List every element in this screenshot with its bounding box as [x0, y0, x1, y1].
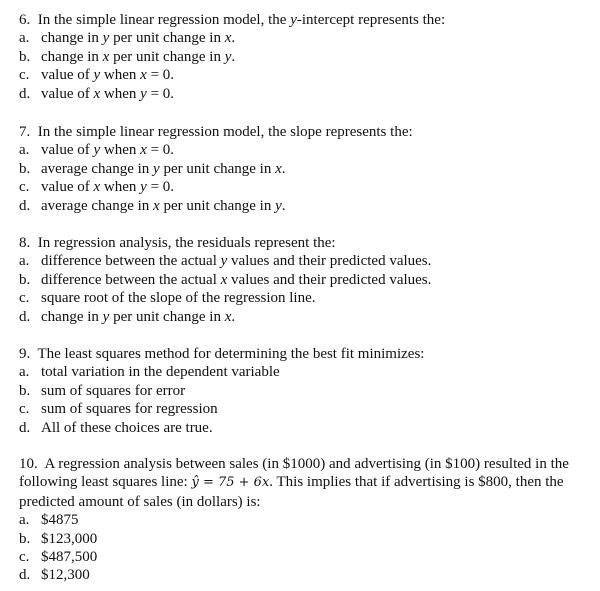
variable: x [224, 30, 232, 47]
question-6 [19, 11, 589, 103]
text-run: average change in [41, 160, 154, 177]
variable: y [275, 197, 282, 214]
variable: x [224, 308, 232, 325]
text-run: $487,500 [41, 549, 98, 566]
text-run: values and their predicted values. [227, 271, 432, 288]
question-9 [19, 345, 589, 437]
text-run: per unit change in [109, 308, 225, 325]
variable: y [93, 142, 101, 159]
question-stem: 8. In regression analysis, the residuals represent the: [19, 235, 336, 251]
question-stem: 10. A regression analysis between sales (in $1000) and advertising (in $100) resulted in the following least squares line: ŷ = 75 + 6x. This implies that if advertising is $800, then the predicted amount of sales (in dollars) is: [19, 456, 569, 510]
variable: y [140, 85, 147, 102]
text-run: when [100, 142, 141, 159]
answer-option: b. change in x per unit change in y. [19, 48, 236, 65]
text-run: sum of squares for regression [41, 401, 218, 418]
text-run: A regression analysis between sales (in $1000) and advertising (in $100) resulted in the following least squares line: [19, 456, 569, 491]
answer-option: c. sum of squares for regression [19, 401, 218, 418]
text-run: square root of the slope of the regression line. [41, 290, 316, 307]
text-run: when [100, 85, 141, 102]
variable: y [102, 308, 110, 325]
text-run: change in [41, 30, 103, 47]
variable: x [102, 48, 110, 65]
text-run: per unit change in [109, 48, 225, 65]
text-run: $123,000 [41, 530, 98, 547]
variable: y [220, 253, 228, 270]
answer-option: a. difference between the actual y values and their predicted values. [19, 253, 432, 270]
answer-option: a. $4875 [19, 512, 79, 529]
answer-option: a. total variation in the dependent variable [19, 364, 280, 381]
text-run: . [281, 197, 286, 214]
text-run: . [231, 308, 236, 325]
variable: y [102, 30, 110, 47]
text-run: $12,300 [41, 567, 90, 584]
text-run: = 0. [146, 67, 175, 84]
answer-option: a. change in y per unit change in x. [19, 30, 236, 47]
question-7 [19, 123, 589, 215]
text-run: -intercept represents the: [296, 12, 446, 28]
text-run: . [231, 30, 236, 47]
text-run: average change in [41, 197, 154, 214]
text-run: difference between the actual [41, 253, 221, 270]
answer-option: c. square root of the slope of the regression line. [19, 290, 316, 307]
text-run: change in [41, 48, 103, 65]
text-run: In regression analysis, the residuals represent the: [37, 235, 336, 251]
text-run: In the simple linear regression model, the slope represents the: [37, 124, 413, 140]
text-run: difference between the actual [41, 271, 221, 288]
text-run: change in [41, 308, 103, 325]
text-run: value of [41, 179, 94, 196]
text-run: = 0. [146, 142, 175, 159]
text-run: value of [41, 85, 94, 102]
text-run: value of [41, 67, 94, 84]
text-run: value of [41, 142, 94, 159]
text-run: The least squares method for determining the best fit minimizes: [37, 346, 425, 362]
question-stem: 9. The least squares method for determining the best fit minimizes: [19, 346, 425, 362]
text-run: per unit change in [159, 197, 276, 214]
text-run: per unit change in [159, 160, 276, 177]
variable: x [275, 160, 282, 177]
answer-option: d. $12,300 [19, 567, 90, 584]
answer-option: d. change in y per unit change in x. [19, 308, 236, 325]
variable: x [140, 142, 147, 159]
variable: y [224, 48, 232, 65]
answer-option: a. value of y when x = 0. [19, 142, 175, 159]
variable: y [153, 160, 160, 177]
answer-option: b. average change in y per unit change in x. [19, 160, 286, 177]
variable: x [93, 179, 101, 196]
answer-option: d. All of these choices are true. [19, 419, 213, 436]
answer-option: d. value of x when y = 0. [19, 85, 175, 102]
answer-option: b. difference between the actual x values and their predicted values. [19, 271, 432, 288]
regression-equation: ŷ = 75 + 6x [191, 475, 270, 491]
text-run: In the simple linear regression model, the [37, 12, 291, 28]
text-run: = 0. [146, 85, 175, 102]
text-run: when [100, 67, 141, 84]
answer-option: c. value of x when y = 0. [19, 179, 175, 196]
question-10 [19, 455, 589, 585]
answer-option: c. value of y when x = 0. [19, 67, 175, 84]
text-run: per unit change in [109, 30, 225, 47]
text-run: total variation in the dependent variable [41, 364, 280, 381]
question-stem: 6. In the simple linear regression model, the y-intercept represents the: [19, 12, 446, 28]
variable: x [93, 85, 101, 102]
text-run: . [281, 160, 286, 177]
text-run: . This implies that if advertising is $800, then the predicted amount of sales (in dollars) is: [19, 474, 564, 510]
text-run: when [100, 179, 141, 196]
question-stem: 7. In the simple linear regression model, the slope represents the: [19, 124, 413, 140]
answer-option: c. $487,500 [19, 549, 98, 566]
answer-option: b. sum of squares for error [19, 382, 186, 399]
variable: y [290, 12, 297, 28]
variable: x [220, 271, 228, 288]
variable: x [140, 67, 147, 84]
variable: x [153, 197, 160, 214]
text-run: sum of squares for error [41, 382, 186, 399]
text-run: . [231, 48, 236, 65]
text-run: = 0. [146, 179, 175, 196]
text-run: $4875 [41, 512, 79, 529]
answer-option: d. average change in x per unit change in y. [19, 197, 286, 214]
text-run: values and their predicted values. [227, 253, 432, 270]
variable: y [93, 67, 101, 84]
text-run: All of these choices are true. [41, 419, 213, 436]
question-8 [19, 234, 589, 326]
answer-option: b. $123,000 [19, 530, 98, 547]
variable: y [140, 179, 147, 196]
